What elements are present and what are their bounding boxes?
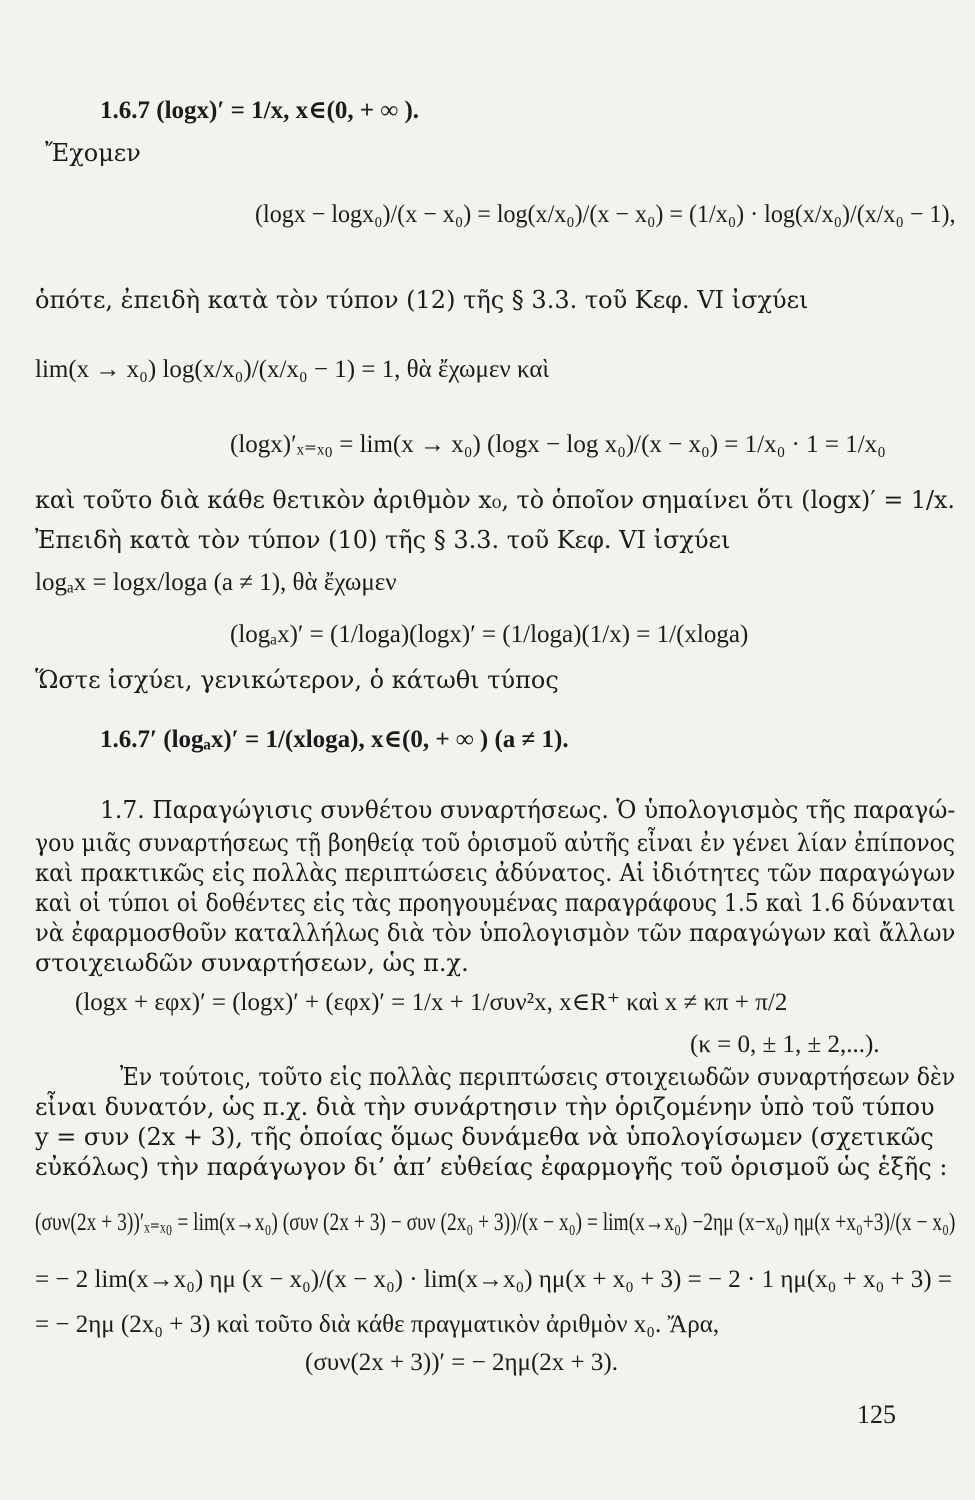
text-line: καὶ οἱ τύποι οἱ δοθέντες εἰς τὰς προηγουμένας παραγράφους 1.5 καὶ 1.6 δύνανται: [35, 889, 956, 917]
section-heading-1-7: 1.7. Παραγώγισις συνθέτου συναρτήσεως. Ὁ ὑπολογισμὸς τῆς παραγώ-: [100, 796, 956, 824]
equation-line: = − 2ημ (2x₀ + 3) καὶ τοῦτο διὰ κάθε πραγματικὸν ἀριθμὸν x₀. Ἄρα,: [35, 1311, 720, 1338]
text-line: καὶ τοῦτο διὰ κάθε θετικὸν ἀριθμὸν x₀, τὸ ὁποῖον σημαίνει ὅτι (logx)′ = 1/x.: [35, 486, 956, 514]
text-line: Ὥστε ἰσχύει, γενικώτερον, ὁ κάτωθι τύπος: [35, 666, 559, 694]
equation-line: (logx)′ₓ₌ₓ₀ = lim(x → x₀) (logx − log x₀)/(x − x₀) = 1/x₀ · 1 = 1/x₀: [230, 431, 886, 458]
text-line: γου μιᾶς συναρτήσεως τῇ βοηθείᾳ τοῦ ὁρισμοῦ αὐτῆς εἶναι ἐν γένει λίαν ἐπίπονος: [35, 829, 956, 857]
equation-line: (συν(2x + 3))′ₓ₌ₓ₀ = lim(x→x₀) (συν (2x + 3) − συν (2x₀ + 3))/(x − x₀) = lim(x→x₀) −2ημ (x−x₀) ημ(x +x₀+3)/(x − x₀): [35, 1209, 956, 1236]
text-line: νὰ ἐφαρμοσθοῦν καταλλήλως διὰ τὸν ὑπολογισμὸν τῶν παραγώγων καὶ ἄλλων: [35, 919, 956, 947]
formula-1-6-7: 1.6.7 (logx)′ = 1/x, x∈(0, + ∞ ).: [100, 97, 420, 124]
text-line: εὐκόλως) τὴν παράγωγον δι’ ἀπ’ εὐθείας ἐφαρμογῆς τοῦ ὁρισμοῦ ὡς ἑξῆς :: [35, 1153, 948, 1181]
text-line: Ἐν τούτοις, τοῦτο εἰς πολλὰς περιπτώσεις στοιχειωδῶν συναρτήσεων δὲν: [120, 1063, 956, 1091]
equation-line: lim(x → x₀) log(x/x₀)/(x/x₀ − 1) = 1, θὰ ἔχωμεν καὶ: [35, 356, 550, 383]
equation-line: logₐx = logx/loga (a ≠ 1), θὰ ἔχωμεν: [35, 569, 397, 596]
text-line: εἶναι δυνατόν, ὡς π.χ. διὰ τὴν συνάρτησιν τὴν ὁριζομένην ὑπὸ τοῦ τύπου: [35, 1093, 935, 1121]
equation-line: = − 2 lim(x→x₀) ημ (x − x₀)/(x − x₀) · lim(x→x₀) ημ(x + x₀ + 3) = − 2 · 1 ημ(x₀ + x₀ + 3) =: [35, 1266, 952, 1293]
equation-line: (logₐx)′ = (1/loga)(logx)′ = (1/loga)(1/x) = 1/(xloga): [230, 621, 749, 648]
text-line: Ἔχομεν: [45, 139, 141, 167]
equation-line: (συν(2x + 3))′ = − 2ημ(2x + 3).: [305, 1349, 618, 1376]
text-line: στοιχειωδῶν συναρτήσεων, ὡς π.χ.: [35, 949, 469, 977]
formula-1-6-7-prime: 1.6.7′ (logₐx)′ = 1/(xloga), x∈(0, + ∞ ) (a ≠ 1).: [100, 726, 569, 753]
equation-line: (κ = 0, ± 1, ± 2,...).: [690, 1031, 880, 1058]
text-line: καὶ πρακτικῶς εἰς πολλὰς περιπτώσεις ἀδύνατος. Αἱ ἰδιότητες τῶν παραγώγων: [35, 859, 956, 887]
text-line: Ἐπειδὴ κατὰ τὸν τύπον (10) τῆς § 3.3. τοῦ Κεφ. VI ἰσχύει: [35, 526, 731, 554]
text-line: ὁπότε, ἐπειδὴ κατὰ τὸν τύπον (12) τῆς § 3.3. τοῦ Κεφ. VI ἰσχύει: [35, 286, 809, 314]
equation-line: (logx − logx₀)/(x − x₀) = log(x/x₀)/(x − x₀) = (1/x₀) · log(x/x₀)/(x/x₀ − 1),: [255, 201, 956, 228]
text-line: y = συν (2x + 3), τῆς ὁποίας ὅμως δυνάμεθα νὰ ὑπολογίσωμεν (σχετικῶς: [35, 1123, 934, 1151]
page-number: 125: [857, 1400, 896, 1429]
equation-line: (logx + εφx)′ = (logx)′ + (εφx)′ = 1/x + 1/συν²x, x∈R⁺ καὶ x ≠ κπ + π/2: [75, 989, 788, 1016]
